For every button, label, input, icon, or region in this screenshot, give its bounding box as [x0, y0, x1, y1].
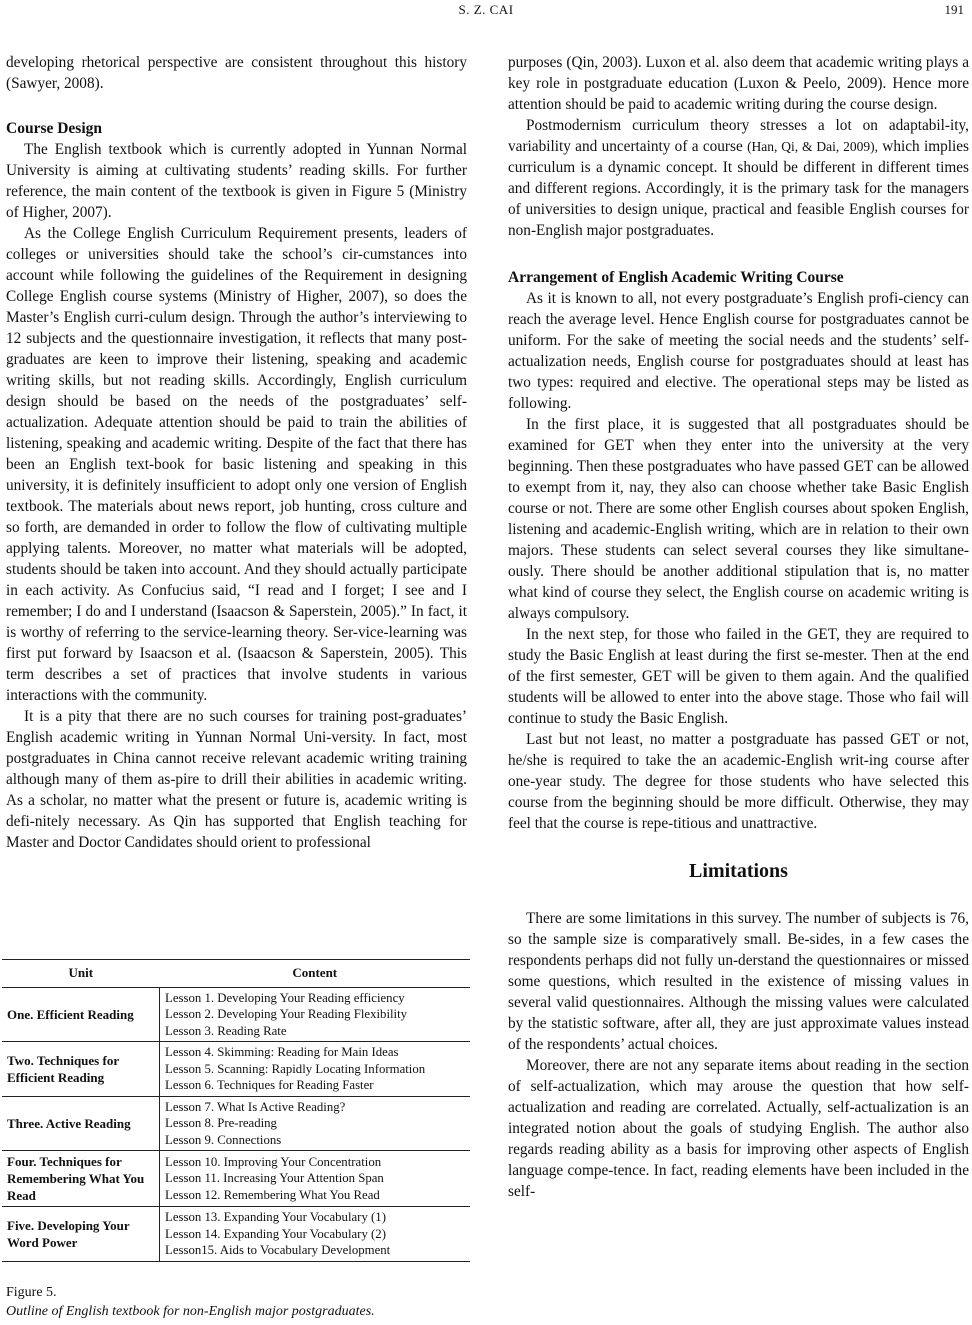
- lesson-item: Lesson 1. Developing Your Reading efficiency: [165, 990, 405, 1005]
- table-row: [2, 1096, 470, 1151]
- unit-cell: Five. Developing Your Word Power: [7, 1217, 130, 1250]
- paragraph: Moreover, there are not any separate items about reading in the section of self-actualization, which may arouse the question that how self-actualization and reading are correlated. Actually, self-actualization is an integrated notion about the goals of studying English. The author also regards reading ability as a basis for improving other aspects of English language compe-tence. In fact, reading elements have been included in the self-: [508, 1057, 969, 1200]
- paragraph: In the next step, for those who failed in the GET, they are required to study the Basic English at least during the first se-mester. Then at the end of the first semester, GET will be given to them again. And the qualified students will be allowed to enter into the above stage. Those who fail will continue to study the Basic English.: [508, 626, 969, 727]
- paragraph: [508, 115, 969, 241]
- lesson-item: Lesson 11. Increasing Your Attention Span: [165, 1171, 384, 1186]
- paragraph: It is a pity that there are no such courses for training post-graduates’ English academic writing in Yunnan Normal Uni-versity. In fact, most postgraduates in China cannot receive relevant academic writing training although many of them as-pire to drill their abilities in academic writing. As a scholar, no matter what the present or future is, academic writing is defi-nitely necessary. As Qin has supported that English teaching for Master and Doctor Candidates should orient to professional: [6, 708, 467, 851]
- content-cell: [160, 1207, 471, 1262]
- figure-caption: [6, 1285, 375, 1321]
- paragraph: As the College English Curriculum Requirement presents, leaders of colleges or universities should take the school’s cir-cumstances into account while following the guidelines of the Requirement in designing College English course systems (Ministry of Higher, 2007), so does the Master’s English curri-culum design. Through the author’s interviewing to 12 subjects and the questionnaire investigation, it reflects that many post-graduates are keen to improve their listening, speaking and academic writing skills, but not reading skills. Accordingly, English curriculum design should be based on the needs of the postgraduates’ self-actualization. Adequate attention should be paid to train the abilities of listening, speaking and academic writing. Despite of the fact that there has been an English text-book for basic listening and speaking in this university, it is definitely insufficient to adopt only one version of English textbook. The materials about news report, job hunting, cross culture and so forth, are demanded in order to follow the flow of cultivating multiple applying talents. Moreover, no matter what materials will be adopted, students should be taken into account. And they should actually participate in each activity. As Confucius said, “I read and I forget; I see and I remember; I do and I understand (Isaacson & Saperstein, 2005).” In fact, it is worthy of referring to the service-learning theory. Ser-vice-learning was first put forward by Isaacson et al. (Isaacson & Saperstein, 2005). This term describes a set of practices that involve students in various interactions with the community.: [6, 225, 467, 704]
- table-row: [2, 1042, 470, 1097]
- unit-cell: Four. Techniques for Remembering What You Read: [7, 1154, 145, 1203]
- page-header: [0, 0, 972, 22]
- section-heading-course-design: Course Design: [6, 120, 103, 137]
- textbook-outline-table: [2, 959, 470, 1262]
- paragraph-text: which implies curriculum is a dynamic concept. It should be different in different times and different regions. Accordingly, it is the primary task for the managers of universities to design unique, practical and feasible English courses for non-English major postgraduates.: [508, 138, 970, 239]
- lesson-item: Lesson 5. Scanning: Rapidly Locating Information: [165, 1061, 426, 1076]
- lesson-item: Lesson 3. Reading Rate: [165, 1023, 287, 1038]
- figure-description: Outline of English textbook for non-English major postgraduates.: [6, 1304, 375, 1319]
- citation: (Han, Qi, & Dai, 2009),: [747, 139, 878, 154]
- left-column: [6, 52, 467, 853]
- table-row: [2, 1207, 470, 1262]
- paragraph: There are some limitations in this survey. The number of subjects is 76, so the sample size is comparatively small. Be-sides, in a few cases the respondents perhaps did not fully un-derstand the questionnaires or missed some questions, which resulted in the existence of missing values in several valid questionnaires. Although the missing values were calculated by the statistic software, after all, they are just approximate values instead of the respondents’ actual choices.: [508, 910, 969, 1053]
- paragraph: purposes (Qin, 2003). Luxon et al. also deem that academic writing plays a key role in postgraduate education (Luxon & Peelo, 2009). Hence more attention should be paid to academic writing during the course design.: [508, 54, 969, 113]
- content-cell: [160, 1096, 471, 1151]
- column-header-unit: Unit: [2, 960, 160, 988]
- paragraph: Last but not least, no matter a postgraduate has passed GET or not, he/she is required to take the an academic-English writ-ing course after one-year study. The degree for those students who have selected this course from the beginning should be more difficult. Otherwise, they may feel that the course is repe-titious and unattractive.: [508, 731, 969, 832]
- lesson-item: Lesson 7. What Is Active Reading?: [165, 1099, 346, 1114]
- lesson-item: Lesson 8. Pre-reading: [165, 1116, 277, 1130]
- column-header-content: Content: [160, 960, 471, 988]
- paragraph: As it is known to all, not every postgraduate’s English profi-ciency can reach the average level. Hence English course for postgraduates cannot be uniform. For the sake of meeting the social needs and the students’ self-actualization needs, English course for postgraduates should at least has two types: required and elective. The operational steps may be listed as following.: [508, 290, 969, 412]
- lesson-item: Lesson 13. Expanding Your Vocabulary (1): [165, 1210, 386, 1224]
- unit-cell: Three. Active Reading: [7, 1115, 131, 1131]
- paragraph: developing rhetorical perspective are consistent throughout this history (Sawyer, 2008).: [6, 54, 467, 92]
- right-column: [508, 52, 969, 1202]
- section-heading-arrangement: Arrangement of English Academic Writing Course: [508, 269, 844, 286]
- section-heading-limitations: Limitations: [689, 860, 788, 882]
- lesson-item: Lesson 4. Skimming: Reading for Main Ideas: [165, 1045, 399, 1059]
- paragraph: The English textbook which is currently adopted in Yunnan Normal University is aiming at cultivating students’ reading skills. For further reference, the main content of the textbook is given in Figure 5 (Ministry of Higher, 2007).: [6, 141, 467, 221]
- content-cell: [160, 1042, 471, 1097]
- content-cell: [160, 987, 471, 1042]
- lesson-item: Lesson 14. Expanding Your Vocabulary (2): [165, 1226, 386, 1241]
- table-row: [2, 987, 470, 1042]
- table-row: [2, 1151, 470, 1207]
- lesson-item: Lesson 6. Techniques for Reading Faster: [165, 1078, 374, 1092]
- content-cell: [160, 1151, 471, 1207]
- lesson-item: Lesson 12. Remembering What You Read: [165, 1187, 380, 1202]
- lesson-item: Lesson15. Aids to Vocabulary Development: [165, 1243, 391, 1257]
- lesson-item: Lesson 2. Developing Your Reading Flexibility: [165, 1007, 408, 1021]
- running-head-author: S. Z. CAI: [458, 2, 514, 17]
- unit-cell: One. Efficient Reading: [7, 1006, 134, 1022]
- figure-label: Figure 5.: [6, 1285, 57, 1300]
- lesson-item: Lesson 9. Connections: [165, 1132, 282, 1147]
- unit-cell: Two. Techniques for Efficient Reading: [7, 1052, 119, 1085]
- paragraph: In the first place, it is suggested that all postgraduates should be examined for GET when they enter into the university at the very beginning. Then these postgraduates who have passed GET can be allowed to exempt from it, nay, they also can choose whether take Basic English course or not. There are some other English courses about spoken English, listening and academic-English writing, which are in relation to their own majors. These students can select several courses they like simultane-ously. There should be another additional stipulation that is, no matter what kind of course they select, the English course on academic writing is always compulsory.: [508, 416, 969, 622]
- page-number: 191: [944, 2, 964, 17]
- paragraph-text: Postmodernism curriculum theory stresses a lot on adaptabil-ity, variability and uncertainty of a course: [508, 117, 969, 155]
- figure-5-table: [2, 959, 470, 1262]
- lesson-item: Lesson 10. Improving Your Concentration: [165, 1154, 382, 1169]
